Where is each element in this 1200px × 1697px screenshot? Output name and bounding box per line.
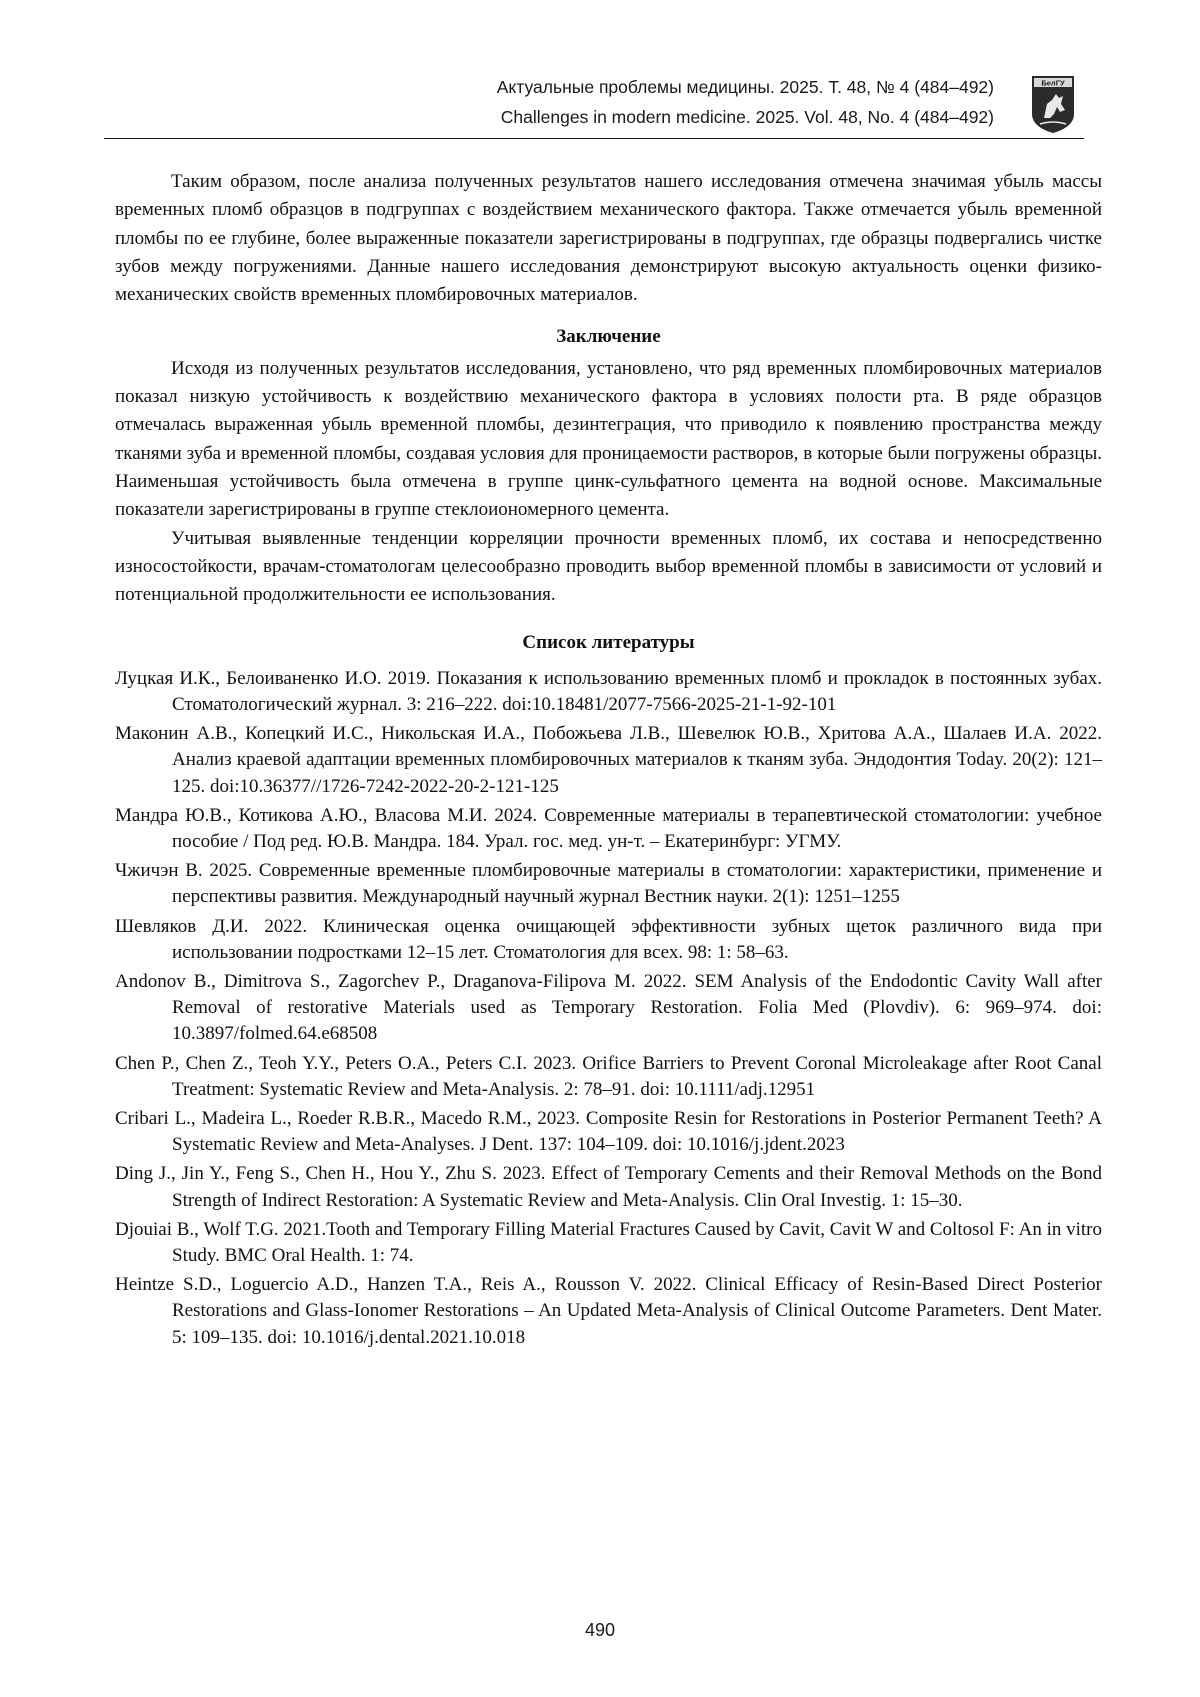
journal-citation-en: Challenges in modern medicine. 2025. Vol. 48, No. 4 (484–492): [500, 107, 994, 127]
university-logo: [1030, 74, 1076, 134]
reference-item: Чжичэн В. 2025. Современные временные пломбировочные материалы в стоматологии: характеристики, применение и перспективы развития. Международный научный журнал Вестник науки. 2(1): 1251–1255: [115, 860, 1102, 908]
intro-paragraph: Таким образом, после анализа полученных результатов нашего исследования отмечена значимая убыль массы временных пломб образцов в подгруппах с воздействием механического фактора. Также отмечается убыль временной пломбы по ее глубине, более выраженные показатели зарегистрированы в подгруппах, где образцы подвергались чистке зубов между погружениями. Данные нашего исследования демонстрируют высокую актуальность оценки физико-механических свойств временных пломбировочных материалов.: [115, 171, 1102, 306]
reference-item: Chen P., Chen Z., Teoh Y.Y., Peters O.A., Peters C.I. 2023. Orifice Barriers to Prevent Coronal Microleakage after Root Canal Treatment: Systematic Review and Meta-Analysis. 2: 78–91. doi: 10.1111/adj.12951: [115, 1052, 1102, 1100]
reference-item: Шевляков Д.И. 2022. Клиническая оценка очищающей эффективности зубных щеток различного вида при использовании подростками 12–15 лет. Стоматология для всех. 98: 1: 58–63.: [115, 915, 1102, 963]
reference-list: [115, 666, 1102, 1351]
journal-citation-ru: Актуальные проблемы медицины. 2025. Т. 48, № 4 (484–492): [496, 77, 994, 97]
reference-item: Djouiai B., Wolf T.G. 2021.Tooth and Temporary Filling Material Fractures Caused by Cavit, Cavit W and Coltosol F: An in vitro Study. BMC Oral Health. 1: 74.: [115, 1218, 1102, 1267]
reference-item: Heintze S.D., Loguercio A.D., Hanzen T.A., Reis A., Rousson V. 2022. Clinical Efficacy of Resin-Based Direct Posterior Restorations and Glass-Ionomer Restorations – An Updated Meta-Analysis of Clinical Outcome Parameters. Dent Mater. 5: 109–135. doi: 10.1016/j.dental.2021.10.018: [115, 1274, 1102, 1348]
article-body: [115, 168, 1102, 1354]
journal-citation: [497, 72, 994, 132]
reference-item: Andonov B., Dimitrova S., Zagorchev P., Draganova-Filipova M. 2022. SEM Analysis of the Endodontic Cavity Wall after Removal of restorative Materials used as Temporary Restoration. Folia Med (Plovdiv). 6: 969–974. doi: 10.3897/folmed.64.e68508: [115, 970, 1102, 1045]
conclusion-heading: Заключение: [556, 326, 661, 348]
conclusion-paragraph-1: Исходя из полученных результатов исследования, установлено, что ряд временных пломбировочных материалов показал низкую устойчивость к воздействию механического фактора в условиях полости рта. В ряде образцов отмечалась выраженная убыль временной пломбы, дезинтеграция, что приводило к появлению пространства между тканями зуба и временной пломбы, создавая условия для проницаемости растворов, в которые были погружены образцы. Наименьшая устойчивость была отмечена в группе цинк-сульфатного цемента на водной основе. Максимальные показатели зарегистрированы в группе стеклоиономерного цемента.: [115, 357, 1102, 521]
conclusion-paragraph-2: Учитывая выявленные тенденции корреляции прочности временных пломб, их состава и непосредственно износостойкости, врачам-стоматологам целесообразно проводить выбор временной пломбы в зависимости от условий и потенциальной продолжительности ее использования.: [115, 527, 1102, 606]
reference-item: Мандра Ю.В., Котикова А.Ю., Власова М.И. 2024. Современные материалы в терапевтической стоматологии: учебное пособие / Под ред. Ю.В. Мандра. 184. Урал. гос. мед. ун-т. – Екатеринбург: УГМУ.: [115, 804, 1102, 852]
running-header: [104, 66, 1084, 138]
reference-item: Cribari L., Madeira L., Roeder R.B.R., Macedo R.M., 2023. Composite Resin for Restorations in Posterior Permanent Teeth? A Systematic Review and Meta-Analyses. J Dent. 137: 104–109. doi: 10.1016/j.jdent.2023: [115, 1108, 1102, 1156]
references-heading: Список литературы: [522, 632, 695, 654]
logo-text: БелГУ: [1041, 78, 1065, 88]
reference-item: Луцкая И.К., Белоиваненко И.О. 2019. Показания к использованию временных пломб и прокладок в постоянных зубах. Стоматологический журнал. 3: 216–222. doi:10.18481/2077-7566-2025-21-1-92-101: [115, 667, 1102, 715]
reference-item: Ding J., Jin Y., Feng S., Chen H., Hou Y., Zhu S. 2023. Effect of Temporary Cements and their Removal Methods on the Bond Strength of Indirect Restoration: A Systematic Review and Meta-Analysis. Clin Oral Investig. 1: 15–30.: [115, 1163, 1102, 1211]
page-number: 490: [584, 1620, 616, 1640]
header-divider: [104, 138, 1084, 139]
reference-item: Маконин А.В., Копецкий И.С., Никольская И.А., Побожьева Л.В., Шевелюк Ю.В., Хритова А.А., Шалаев И.А. 2022. Анализ краевой адаптации временных пломбировочных материалов к тканям зуба. Эндодонтия Today. 20(2): 121–125. doi:10.36377//1726-7242-2022-20-2-121-125: [115, 723, 1102, 797]
